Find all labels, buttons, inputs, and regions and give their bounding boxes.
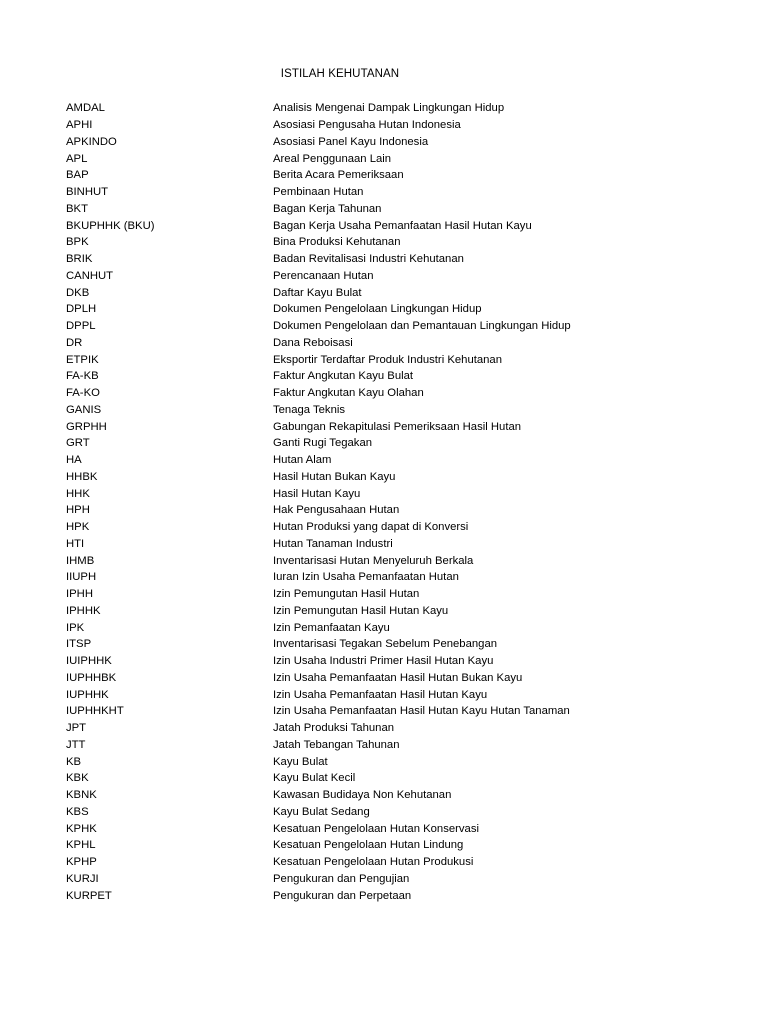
term-abbreviation: KURPET xyxy=(66,889,112,902)
term-abbreviation: BAP xyxy=(66,169,89,182)
term-row xyxy=(66,636,706,653)
term-meaning: Pembinaan Hutan xyxy=(273,186,364,199)
term-abbreviation: FA-KO xyxy=(66,387,100,400)
term-row xyxy=(66,569,706,586)
term-meaning: Bagan Kerja Usaha Pemanfaatan Hasil Hutan Kayu xyxy=(273,219,532,232)
term-abbreviation: BRIK xyxy=(66,253,93,266)
term-meaning: Faktur Angkutan Kayu Bulat xyxy=(273,370,414,383)
term-meaning: Izin Usaha Pemanfaatan Hasil Hutan Kayu Hutan Tanaman xyxy=(273,705,570,718)
term-abbreviation: IPK xyxy=(66,621,85,634)
term-abbreviation: IHMB xyxy=(66,554,95,567)
term-abbreviation: HHBK xyxy=(66,470,98,483)
term-meaning: Asosiasi Pengusaha Hutan Indonesia xyxy=(273,119,461,132)
term-meaning: Daftar Kayu Bulat xyxy=(273,286,362,299)
term-meaning: Perencanaan Hutan xyxy=(273,269,374,282)
term-abbreviation: CANHUT xyxy=(66,269,114,282)
term-abbreviation: IPHH xyxy=(66,588,93,601)
term-abbreviation: GANIS xyxy=(66,403,102,416)
term-row xyxy=(66,770,706,787)
term-meaning: Dokumen Pengelolaan dan Pemantauan Lingkungan Hidup xyxy=(273,320,571,333)
term-row xyxy=(66,469,706,486)
term-meaning: Izin Pemungutan Hasil Hutan Kayu xyxy=(273,604,449,617)
term-row xyxy=(66,435,706,452)
term-row xyxy=(66,854,706,871)
term-abbreviation: APHI xyxy=(66,119,93,132)
term-meaning: Kesatuan Pengelolaan Hutan Produkusi xyxy=(273,856,474,869)
term-meaning: Analisis Mengenai Dampak Lingkungan Hidup xyxy=(273,102,505,115)
term-abbreviation: IUPHHBK xyxy=(66,671,117,684)
term-row xyxy=(66,351,706,368)
term-abbreviation: HTI xyxy=(66,537,85,550)
term-abbreviation: DPPL xyxy=(66,320,96,333)
document-title: ISTILAH KEHUTANAN xyxy=(280,68,400,80)
term-row xyxy=(66,234,706,251)
term-meaning: Dana Reboisasi xyxy=(273,336,353,349)
term-meaning: Asosiasi Panel Kayu Indonesia xyxy=(273,135,429,148)
term-meaning: Hasil Hutan Kayu xyxy=(273,487,361,500)
term-meaning: Badan Revitalisasi Industri Kehutanan xyxy=(273,253,464,266)
term-meaning: Pengukuran dan Perpetaan xyxy=(273,889,412,902)
term-abbreviation: AMDAL xyxy=(66,102,105,115)
term-meaning: Faktur Angkutan Kayu Olahan xyxy=(273,387,424,400)
term-row xyxy=(66,385,706,402)
term-meaning: Iuran Izin Usaha Pemanfaatan Hutan xyxy=(273,571,459,584)
term-row xyxy=(66,804,706,821)
term-row xyxy=(66,335,706,352)
term-row xyxy=(66,100,706,117)
term-row xyxy=(66,887,706,904)
term-row xyxy=(66,753,706,770)
term-meaning: Izin Usaha Pemanfaatan Hasil Hutan Bukan Kayu xyxy=(273,671,523,684)
term-row xyxy=(66,653,706,670)
term-meaning: Inventarisasi Hutan Menyeluruh Berkala xyxy=(273,554,474,567)
term-abbreviation: HHK xyxy=(66,487,90,500)
term-meaning: Areal Penggunaan Lain xyxy=(273,152,392,165)
term-row xyxy=(66,318,706,335)
term-abbreviation: DKB xyxy=(66,286,90,299)
term-abbreviation: HA xyxy=(66,454,82,467)
term-meaning: Jatah Tebangan Tahunan xyxy=(273,738,400,751)
term-meaning: Bina Produksi Kehutanan xyxy=(273,236,401,249)
term-meaning: Kayu Bulat xyxy=(273,755,328,768)
term-row xyxy=(66,217,706,234)
term-row xyxy=(66,686,706,703)
term-abbreviation: BKUPHHK (BKU) xyxy=(66,219,155,232)
term-row xyxy=(66,820,706,837)
term-abbreviation: DR xyxy=(66,336,83,349)
term-meaning: Hutan Tanaman Industri xyxy=(273,537,393,550)
term-abbreviation: BINHUT xyxy=(66,186,109,199)
term-list xyxy=(66,100,706,904)
term-row xyxy=(66,536,706,553)
term-abbreviation: ETPIK xyxy=(66,353,99,366)
term-row xyxy=(66,418,706,435)
term-row xyxy=(66,150,706,167)
term-abbreviation: JTT xyxy=(66,738,86,751)
term-meaning: Izin Usaha Pemanfaatan Hasil Hutan Kayu xyxy=(273,688,488,701)
term-meaning: Eksportir Terdaftar Produk Industri Kehutanan xyxy=(273,353,502,366)
term-meaning: Izin Pemanfaatan Kayu xyxy=(273,621,390,634)
term-abbreviation: IUPHHKHT xyxy=(66,705,124,718)
term-row xyxy=(66,368,706,385)
term-row xyxy=(66,502,706,519)
term-meaning: Berita Acara Pemeriksaan xyxy=(273,169,404,182)
term-abbreviation: APKINDO xyxy=(66,135,117,148)
term-meaning: Hasil Hutan Bukan Kayu xyxy=(273,470,396,483)
term-meaning: Hutan Produksi yang dapat di Konversi xyxy=(273,521,469,534)
term-row xyxy=(66,586,706,603)
term-row xyxy=(66,787,706,804)
term-row xyxy=(66,284,706,301)
term-row xyxy=(66,184,706,201)
term-abbreviation: BKT xyxy=(66,202,88,215)
term-abbreviation: KPHK xyxy=(66,822,97,835)
term-meaning: Tenaga Teknis xyxy=(273,403,346,416)
term-meaning: Izin Usaha Industri Primer Hasil Hutan Kayu xyxy=(273,655,494,668)
term-row xyxy=(66,720,706,737)
term-abbreviation: KB xyxy=(66,755,82,768)
term-row xyxy=(66,552,706,569)
term-abbreviation: FA-KB xyxy=(66,370,99,383)
term-row xyxy=(66,837,706,854)
term-meaning: Pengukuran dan Pengujian xyxy=(273,872,410,885)
term-abbreviation: IUIPHHK xyxy=(66,655,112,668)
term-meaning: Dokumen Pengelolaan Lingkungan Hidup xyxy=(273,303,482,316)
term-row xyxy=(66,117,706,134)
term-meaning: Kayu Bulat Sedang xyxy=(273,805,370,818)
term-meaning: Inventarisasi Tegakan Sebelum Penebangan xyxy=(273,638,498,651)
term-abbreviation: HPK xyxy=(66,521,90,534)
term-abbreviation: KBK xyxy=(66,772,89,785)
term-meaning: Bagan Kerja Tahunan xyxy=(273,202,382,215)
term-row xyxy=(66,167,706,184)
term-abbreviation: GRPHH xyxy=(66,420,107,433)
term-meaning: Gabungan Rekapitulasi Pemeriksaan Hasil Hutan xyxy=(273,420,522,433)
term-abbreviation: IUPHHK xyxy=(66,688,109,701)
term-meaning: Ganti Rugi Tegakan xyxy=(273,437,373,450)
term-row xyxy=(66,251,706,268)
term-meaning: Hak Pengusahaan Hutan xyxy=(273,504,400,517)
term-row xyxy=(66,201,706,218)
term-row xyxy=(66,737,706,754)
term-abbreviation: JPT xyxy=(66,722,87,735)
term-row xyxy=(66,485,706,502)
term-abbreviation: APL xyxy=(66,152,88,165)
term-row xyxy=(66,519,706,536)
term-abbreviation: HPH xyxy=(66,504,90,517)
term-meaning: Hutan Alam xyxy=(273,454,332,467)
term-meaning: Kayu Bulat Kecil xyxy=(273,772,356,785)
term-row xyxy=(66,619,706,636)
term-meaning: Kesatuan Pengelolaan Hutan Konservasi xyxy=(273,822,479,835)
term-row xyxy=(66,268,706,285)
term-row xyxy=(66,603,706,620)
term-abbreviation: KPHP xyxy=(66,856,97,869)
term-abbreviation: IPHHK xyxy=(66,604,101,617)
term-abbreviation: DPLH xyxy=(66,303,97,316)
term-abbreviation: KURJI xyxy=(66,872,99,885)
term-row xyxy=(66,452,706,469)
term-row xyxy=(66,134,706,151)
term-row xyxy=(66,670,706,687)
term-row xyxy=(66,871,706,888)
term-abbreviation: GRT xyxy=(66,437,90,450)
term-meaning: Izin Pemungutan Hasil Hutan xyxy=(273,588,420,601)
term-meaning: Kesatuan Pengelolaan Hutan Lindung xyxy=(273,839,464,852)
term-meaning: Kawasan Budidaya Non Kehutanan xyxy=(273,789,452,802)
term-abbreviation: KPHL xyxy=(66,839,96,852)
term-row xyxy=(66,703,706,720)
term-abbreviation: KBNK xyxy=(66,789,97,802)
term-abbreviation: ITSP xyxy=(66,638,92,651)
term-abbreviation: IIUPH xyxy=(66,571,97,584)
term-row xyxy=(66,402,706,419)
term-abbreviation: KBS xyxy=(66,805,89,818)
term-meaning: Jatah Produksi Tahunan xyxy=(273,722,395,735)
term-abbreviation: BPK xyxy=(66,236,89,249)
term-row xyxy=(66,301,706,318)
